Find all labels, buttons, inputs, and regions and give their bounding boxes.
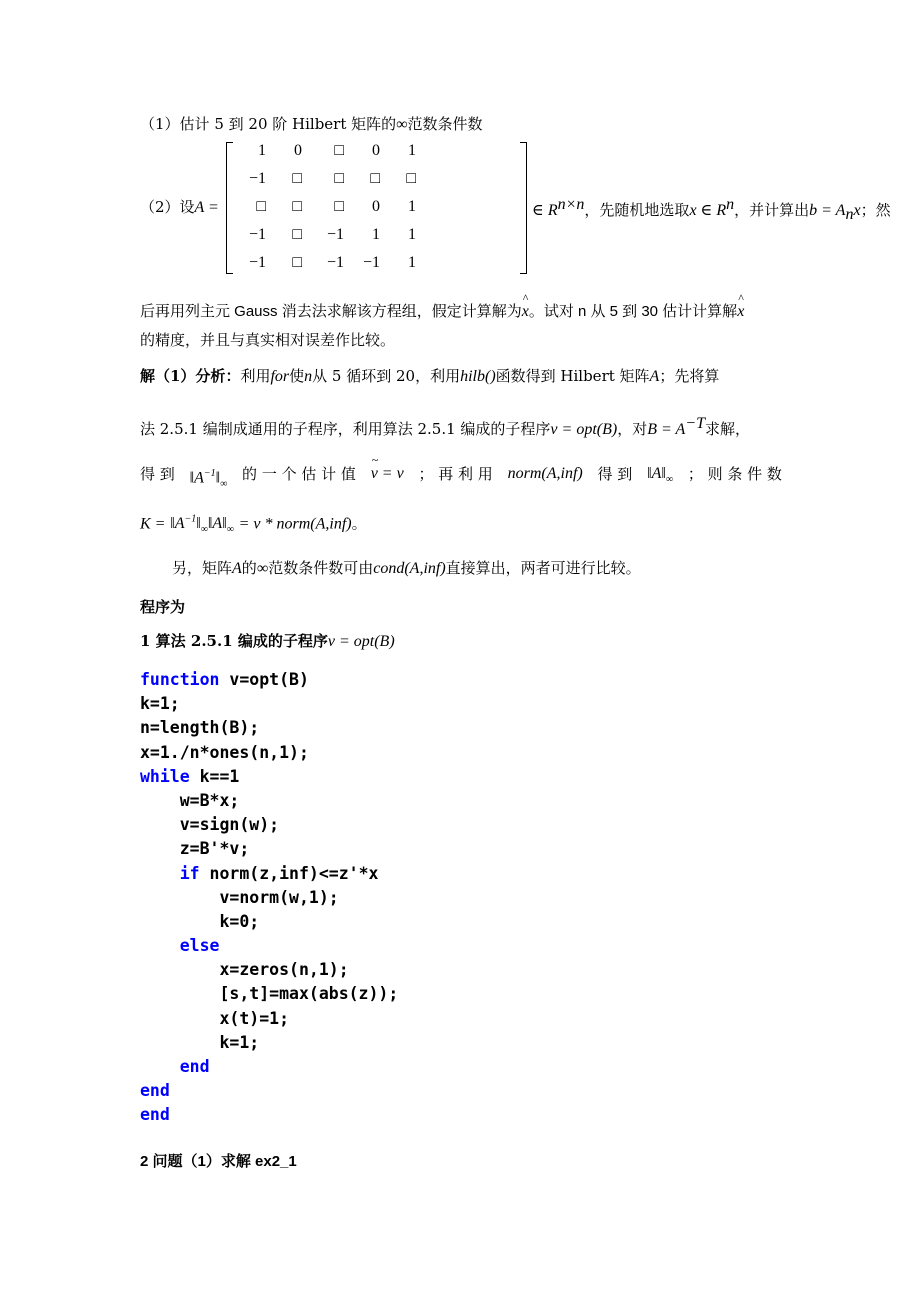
matrix-cell: □ [334, 170, 344, 187]
matrix-cell: 1 [258, 142, 266, 159]
program-heading: 程序为 [140, 598, 186, 616]
problem-1-label: （1） [140, 115, 180, 133]
code-keyword: if [179, 863, 200, 883]
matrix-cell: 0 [294, 142, 302, 159]
solution-line-4: $K = ‖A^{-1}‖_\infty‖A‖_\infty = v$ * norm(A,inf)。 [140, 514, 367, 536]
code-line: while k==1 [140, 766, 240, 786]
code-line: x=1./n*ones(n,1); [140, 742, 309, 762]
matrix-cell: 1 [408, 226, 416, 243]
code-line [140, 934, 398, 958]
problem-2-line-3: 的精度，并且与真实相对误差作比较。 [140, 331, 396, 349]
matrix-cell: □ [292, 226, 302, 243]
A-equals: A = [194, 199, 219, 216]
section-2-heading: 2 问题（1）求解 ex2_1 [140, 1153, 297, 1170]
matrix-cell: □ [406, 170, 416, 187]
code-line: v=sign(w); [179, 815, 280, 835]
code-keyword: while [140, 766, 190, 786]
problem-1 [140, 114, 483, 135]
matrix-cell: □ [292, 170, 302, 187]
code-line: x=zeros(n,1); [219, 960, 349, 980]
code-line: v=norm(w,1); [219, 887, 339, 907]
code-keyword: function [140, 670, 220, 689]
problem-2-label: （2）设A = [140, 198, 219, 216]
code-line: if norm(z,inf)<=z'*x [179, 863, 379, 883]
code-line: w=B*x; [179, 790, 240, 810]
code-line: z=B'*v; [179, 839, 250, 859]
matrix-cell: 1 [408, 142, 416, 159]
subroutine-heading: 1 算法 2.5.1 编成的子程序v = opt(B) [140, 632, 395, 650]
solution-paragraph-2: 另，矩阵A的∞范数条件数可由cond(A,inf)直接算出，两者可进行比较。 [172, 559, 641, 577]
matrix-cell: □ [334, 142, 344, 159]
matrix-right-bracket [520, 142, 527, 274]
code-line: n=length(B); [140, 718, 260, 738]
matrix-cell: 1 [372, 226, 380, 243]
problem-1-text: 估计 5 到 20 阶 Hilbert 矩阵的 [179, 115, 397, 133]
matrix-cell: □ [334, 198, 344, 215]
matrix-cell: −1 [248, 226, 266, 243]
problem-2-text: ∈ $R^{n\times n}$，先随机地选取x ∈ $R^n$，并计算出$b = A_nx$；然 [532, 196, 891, 223]
matrix-cell: □ [292, 254, 302, 271]
v-tilde: ~ v [371, 464, 378, 484]
matrix-cell: −1 [362, 254, 380, 271]
code-line: function v=opt(B) [140, 670, 309, 689]
code-line: x(t)=1; [219, 1008, 290, 1028]
matrix-cell: 1 [408, 254, 416, 271]
matrix-cell: −1 [326, 254, 344, 271]
matrix-cell: −1 [326, 226, 344, 243]
code-keyword: end [179, 1057, 210, 1076]
matrix-cell: −1 [248, 254, 266, 271]
matrix-left-bracket [226, 142, 233, 274]
infinity-symbol: ∞ [396, 116, 408, 133]
x-hat-2: ^ x [737, 302, 744, 322]
code-block [140, 668, 398, 1128]
code-keyword: end [140, 1081, 170, 1101]
matrix-cell: 0 [372, 142, 380, 159]
code-line: k=1; [140, 694, 180, 714]
problem-1-text-end: 范数条件数 [407, 115, 483, 133]
matrix-cell: □ [370, 170, 380, 187]
matrix-cell: 1 [408, 198, 416, 215]
code-keyword: else [179, 936, 220, 956]
matrix-cell: −1 [248, 170, 266, 187]
code-keyword: end [140, 1105, 170, 1125]
code-line: k=1; [219, 1032, 260, 1052]
code-line [140, 1103, 398, 1127]
problem-2-line-2: 后再用列主元 Gauss 消去法求解该方程组，假定计算解为^ x。试对 n 从 5 到 30 估计计算解^ x [140, 302, 744, 322]
matrix-cell: 0 [372, 198, 380, 215]
matrix-cell: □ [256, 198, 266, 215]
solution-line-3: 得 到 $‖A^{-1}‖_\infty$ 的 一 个 估 计 值 ~ v = v ； 再 利 用 norm(A,inf) 得 到 $‖A‖_\infty$ ； 则 条 件 数 [140, 464, 782, 495]
code-line [140, 1079, 398, 1103]
solution-heading: 解（1）分析： [140, 367, 241, 385]
code-line [140, 1055, 398, 1079]
matrix-cell: □ [292, 198, 302, 215]
x-hat: ^ x [522, 302, 529, 322]
code-line: [s,t]=max(abs(z)); [219, 984, 399, 1004]
code-line: k=0; [219, 911, 260, 931]
solution-line-1: 解（1）分析：利用for使n从 5 循环到 20，利用hilb()函数得到 Hilbert 矩阵A；先将算 [140, 367, 720, 385]
solution-line-2: 法 2.5.1 编制成通用的子程序，利用算法 2.5.1 编成的子程序v = opt(B)，对$B = A^{-T}$求解， [140, 415, 750, 438]
